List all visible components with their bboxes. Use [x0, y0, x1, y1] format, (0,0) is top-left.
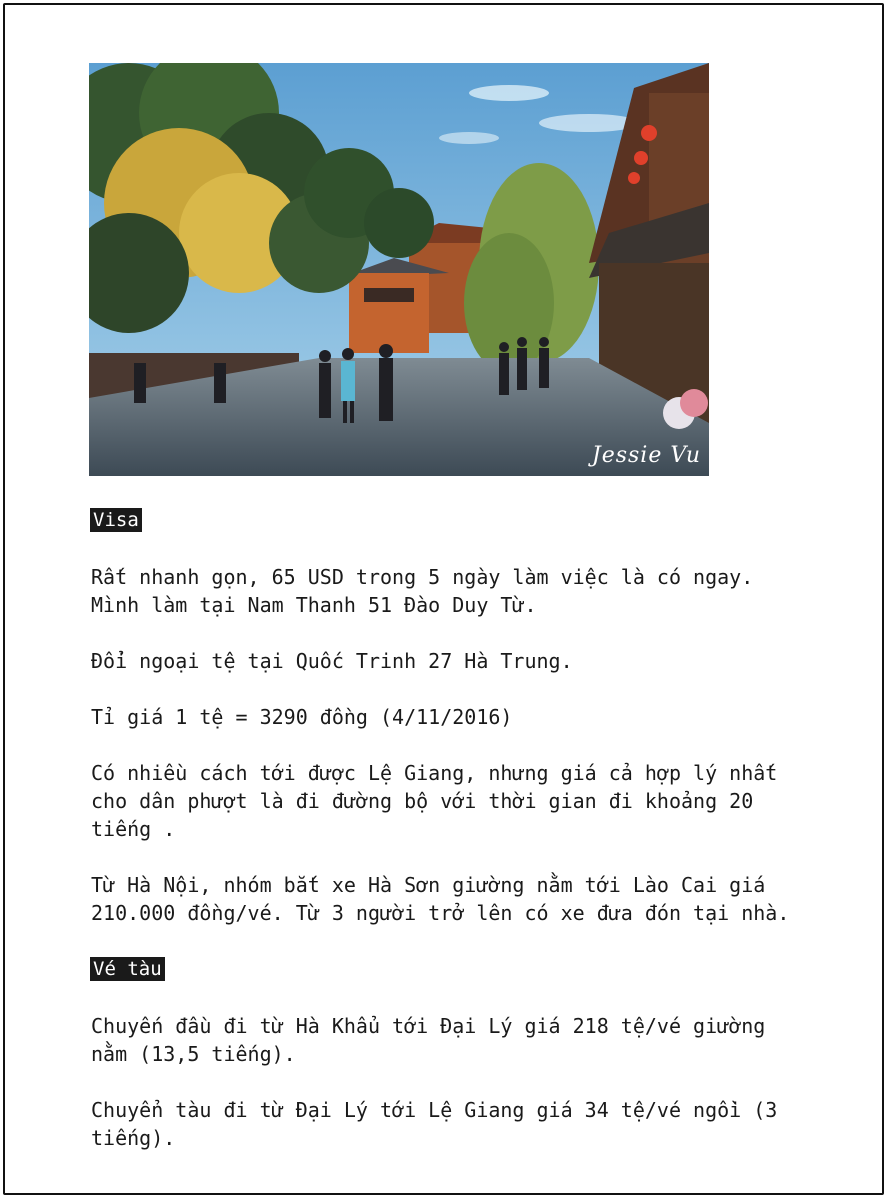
visa-paragraph-2: Đổi ngoại tệ tại Quốc Trinh 27 Hà Trung.: [91, 649, 573, 673]
train-paragraph-2: Chuyển tàu đi từ Đại Lý tới Lệ Giang giá 34 tệ/vé ngồi (3 tiếng).: [91, 1098, 778, 1150]
section-heading-train: Vé tàu: [90, 957, 165, 981]
article-body: [91, 505, 791, 1152]
street-photo: [89, 63, 709, 476]
section-heading-visa: Visa: [90, 508, 142, 532]
photographer-signature: Jessie Vu: [591, 443, 701, 468]
old-town-street-image: [89, 63, 709, 476]
train-paragraph-1: Chuyến đầu đi từ Hà Khẩu tới Đại Lý giá 218 tệ/vé giường nằm (13,5 tiếng).: [91, 1014, 766, 1066]
visa-paragraph-3: Tỉ giá 1 tệ = 3290 đồng (4/11/2016): [91, 705, 513, 729]
visa-paragraph-5: Từ Hà Nội, nhóm bắt xe Hà Sơn giường nằm tới Lào Cai giá 210.000 đồng/vé. Từ 3 người trở lên có xe đưa đón tại nhà.: [91, 873, 790, 925]
visa-paragraph-1: Rất nhanh gọn, 65 USD trong 5 ngày làm việc là có ngay. Mình làm tại Nam Thanh 51 Đào Duy Từ.: [91, 565, 754, 617]
visa-paragraph-4: Có nhiều cách tới được Lệ Giang, nhưng giá cả hợp lý nhất cho dân phượt là đi đường bộ với thời gian đi khoảng 20 tiếng .: [91, 761, 778, 841]
